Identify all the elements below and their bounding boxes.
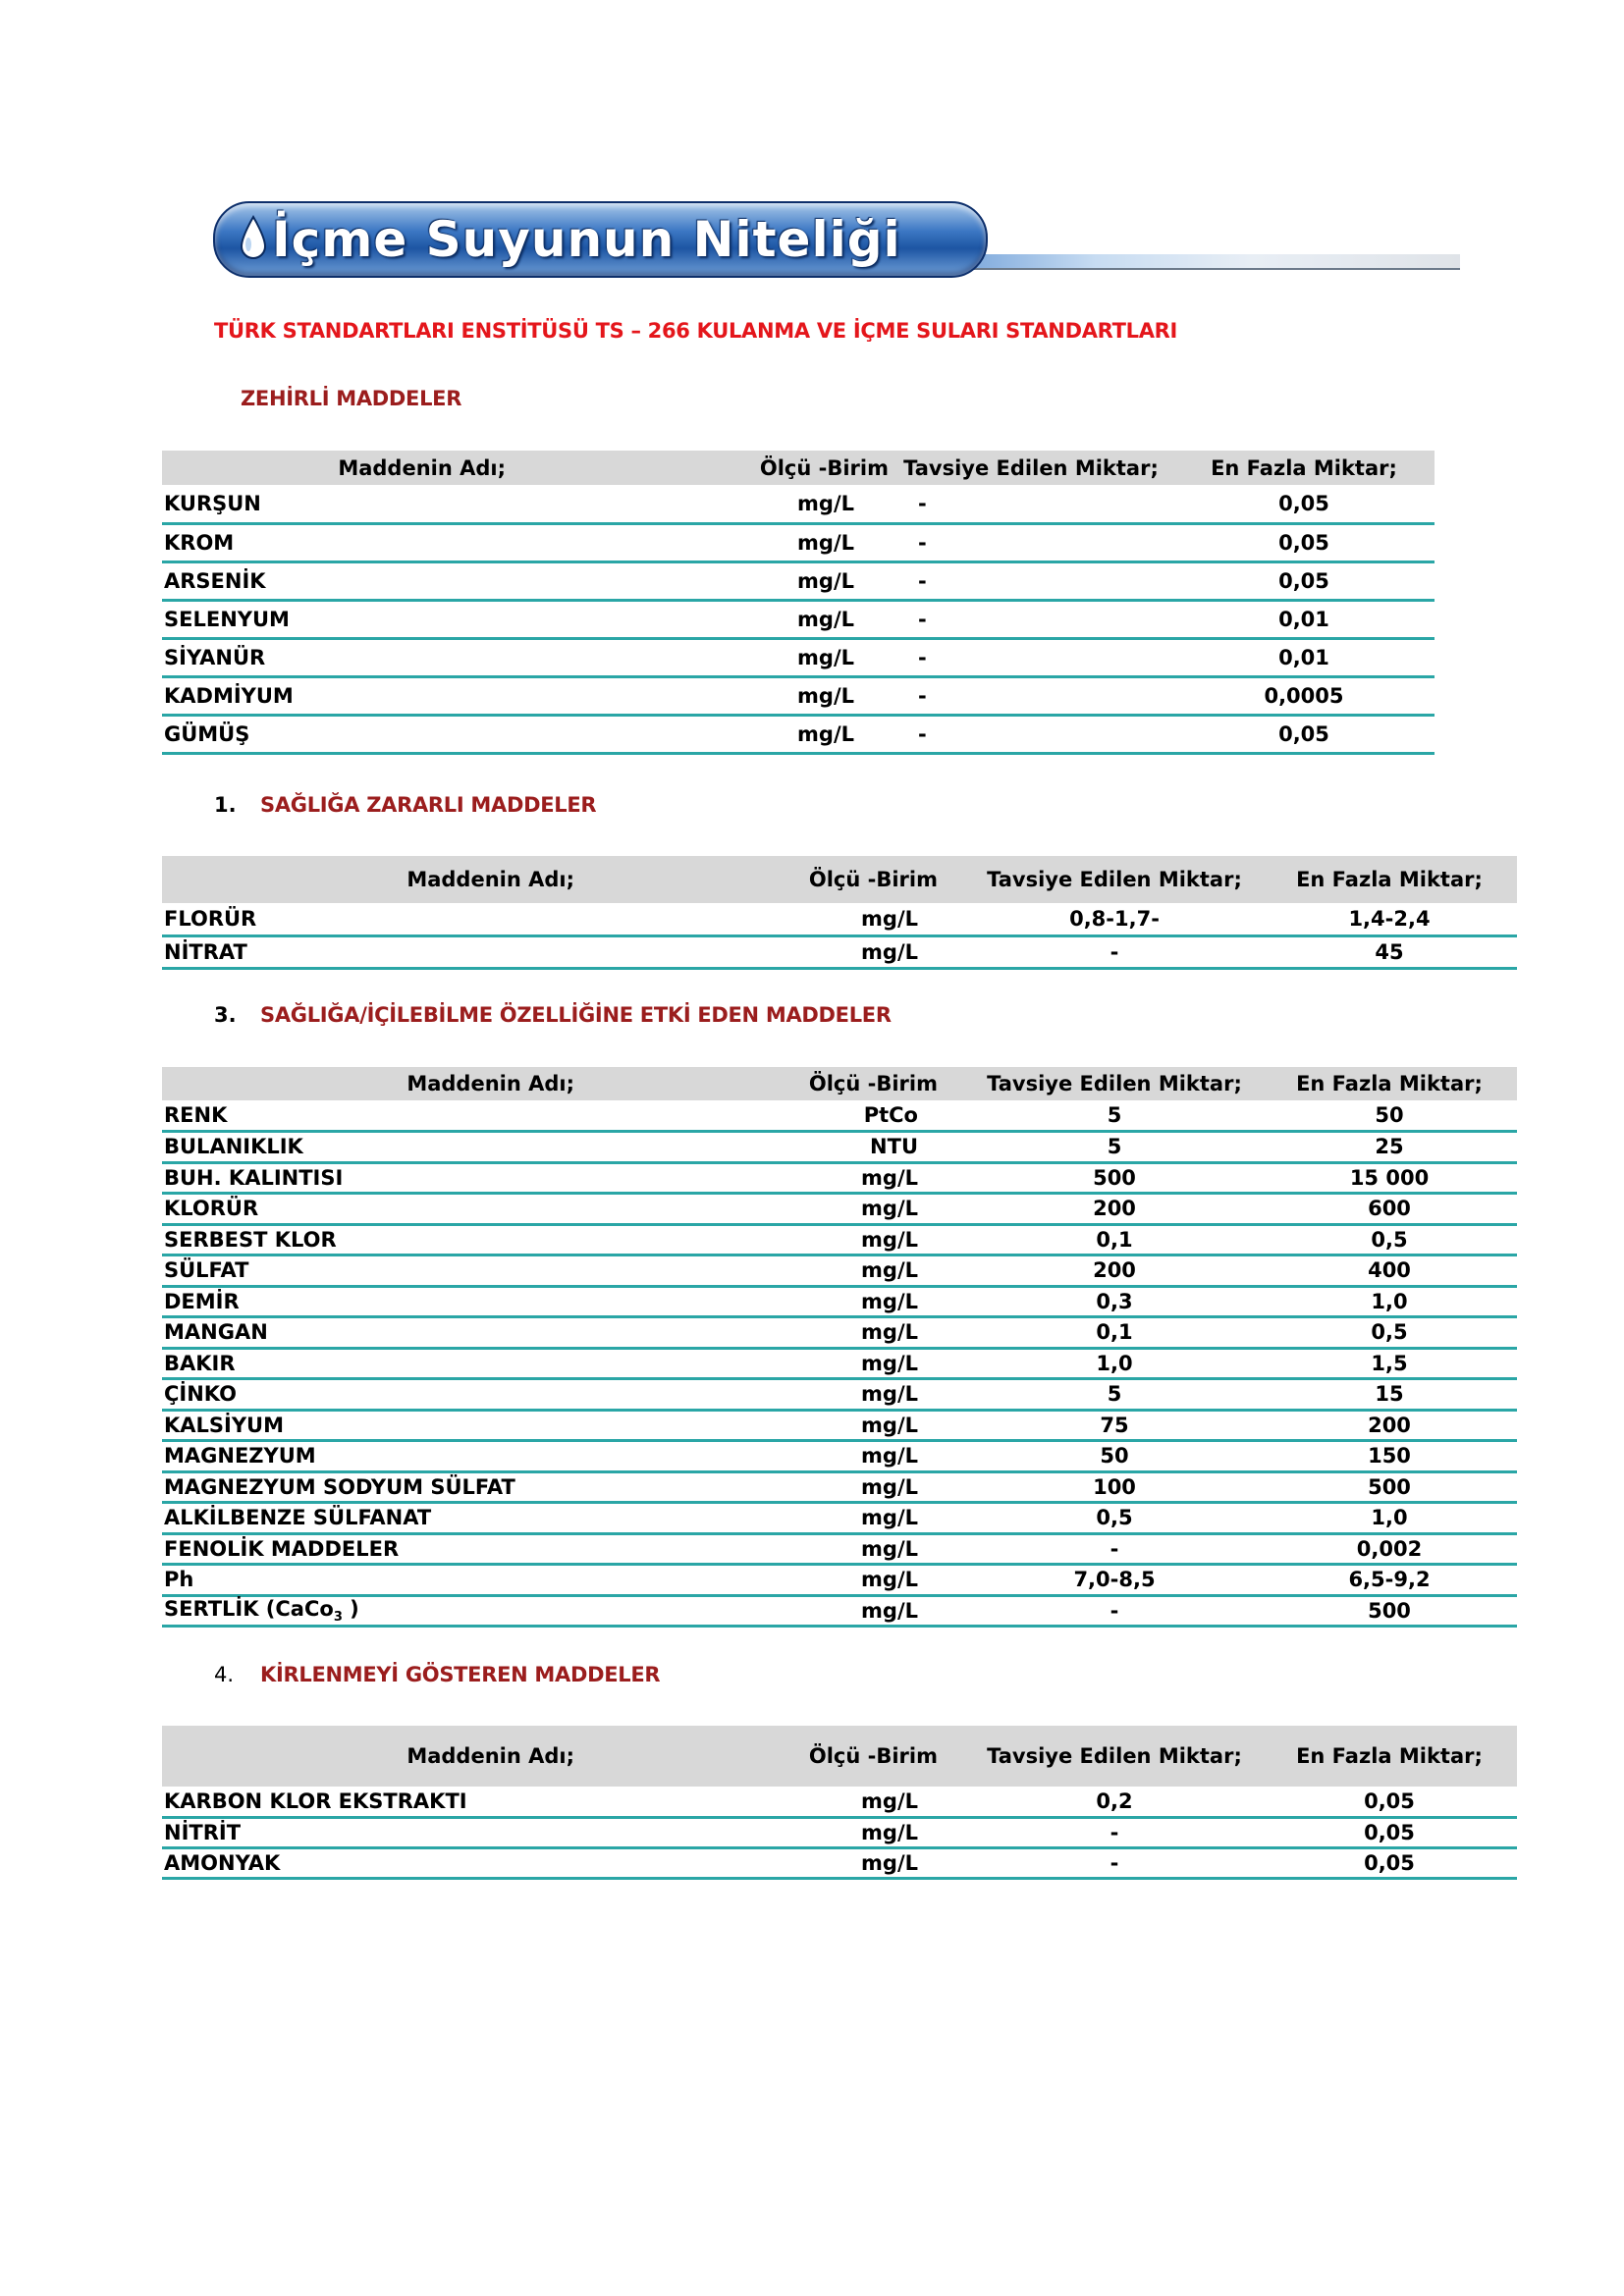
cell-unit: mg/L <box>861 1568 918 1592</box>
header-name: Maddenin Adı; <box>162 451 555 485</box>
cell-max: 1,5 <box>1371 1351 1408 1375</box>
cell-unit: mg/L <box>861 1598 918 1623</box>
cell-name: RENK <box>164 1103 228 1127</box>
section-number: 4. <box>214 1663 235 1686</box>
cell-recommended: - <box>1110 939 1119 964</box>
cell-max: 0,01 <box>1278 607 1329 631</box>
table-row <box>162 1471 1517 1503</box>
table-row <box>162 935 1517 968</box>
cell-recommended: 5 <box>1107 1382 1122 1407</box>
cell-name: GÜMÜŞ <box>164 721 250 746</box>
cell-max: 15 <box>1375 1382 1404 1407</box>
banner <box>213 201 1460 280</box>
table-row <box>162 600 1435 638</box>
table-row <box>162 1379 1517 1411</box>
table-row <box>162 1348 1517 1379</box>
header-unit: Ölçü -Birim <box>643 1726 967 1787</box>
table-row <box>162 903 1517 935</box>
cell-recommended: 0,1 <box>1096 1227 1133 1252</box>
cell-max: 15 000 <box>1349 1165 1430 1190</box>
table-row <box>162 638 1435 676</box>
cell-unit: mg/L <box>861 1789 918 1813</box>
cell-unit: mg/L <box>861 1850 918 1875</box>
cell-recommended: - <box>918 607 927 631</box>
table-row <box>162 1286 1517 1317</box>
cell-max: 1,4-2,4 <box>1348 906 1431 931</box>
cell-recommended: 50 <box>1100 1444 1129 1468</box>
section-number: 1. <box>214 793 237 817</box>
section-number: 3. <box>214 1003 237 1027</box>
cell-unit: mg/L <box>861 1320 918 1345</box>
cell-recommended: 1,0 <box>1096 1351 1133 1375</box>
cell-name: AMONYAK <box>164 1850 281 1875</box>
section-title: SAĞLIĞA/İÇİLEBİLME ÖZELLİĞİNE ETKİ EDEN MADDELER <box>260 1003 892 1027</box>
table-row <box>162 1817 1517 1847</box>
cell-recommended: 0,3 <box>1096 1289 1133 1313</box>
header-max: En Fazla Miktar; <box>1262 1726 1517 1787</box>
cell-name: FENOLİK MADDELER <box>164 1536 400 1561</box>
cell-recommended: - <box>1110 1820 1119 1844</box>
table-row <box>162 1595 1517 1627</box>
cell-unit: mg/L <box>797 491 854 515</box>
cell-name: KARBON KLOR EKSTRAKTI <box>164 1789 467 1813</box>
section-title: SAĞLIĞA ZARARLI MADDELER <box>260 793 597 817</box>
cell-max: 1,0 <box>1371 1506 1408 1530</box>
cell-recommended: 0,5 <box>1096 1506 1133 1530</box>
cell-name: Ph <box>164 1568 194 1592</box>
table-row <box>162 1410 1517 1441</box>
cell-unit: mg/L <box>861 1258 918 1283</box>
header-max: En Fazla Miktar; <box>1173 451 1435 485</box>
cell-recommended: 0,2 <box>1096 1789 1133 1813</box>
cell-recommended: 0,8-1,7- <box>1069 906 1160 931</box>
table-harmful <box>162 856 1517 970</box>
cell-max: 6,5-9,2 <box>1348 1568 1431 1592</box>
cell-unit: mg/L <box>861 1474 918 1499</box>
cell-name: BUH. KALINTISI <box>164 1165 344 1190</box>
cell-name: KROM <box>164 530 235 555</box>
cell-name-end: ) <box>342 1596 359 1621</box>
table-row <box>162 485 1435 523</box>
cell-unit: mg/L <box>861 939 918 964</box>
cell-unit: NTU <box>870 1135 918 1159</box>
cell-unit: mg/L <box>797 683 854 708</box>
cell-max: 200 <box>1368 1413 1411 1437</box>
cell-name: KURŞUN <box>164 491 261 515</box>
cell-max: 0,0005 <box>1264 683 1344 708</box>
cell-name: NİTRAT <box>164 939 247 964</box>
table-row <box>162 1224 1517 1255</box>
cell-recommended: - <box>918 530 927 555</box>
cell-name: NİTRİT <box>164 1820 242 1844</box>
table-pollution <box>162 1726 1517 1880</box>
table-row <box>162 1317 1517 1349</box>
cell-unit: mg/L <box>797 568 854 593</box>
header-unit: Ölçü -Birim <box>643 856 967 903</box>
table-row <box>162 1533 1517 1565</box>
header-unit: Ölçü -Birim <box>555 451 889 485</box>
cell-name: KADMİYUM <box>164 683 294 708</box>
table-row <box>162 1194 1517 1225</box>
banner-rule <box>940 254 1460 270</box>
cell-recommended: 7,0-8,5 <box>1073 1568 1156 1592</box>
cell-name: SERBEST KLOR <box>164 1227 337 1252</box>
table-row <box>162 1255 1517 1287</box>
cell-recommended: 5 <box>1107 1135 1122 1159</box>
cell-max: 500 <box>1368 1474 1411 1499</box>
section-title: KİRLENMEYİ GÖSTEREN MADDELER <box>260 1663 661 1686</box>
cell-unit: mg/L <box>861 1165 918 1190</box>
banner-title: İçme Suyunun Niteliği <box>272 211 901 268</box>
cell-unit: mg/L <box>861 1227 918 1252</box>
cell-max: 45 <box>1375 939 1404 964</box>
cell-name: KLORÜR <box>164 1197 259 1221</box>
cell-name: ÇİNKO <box>164 1382 237 1407</box>
cell-unit: mg/L <box>861 906 918 931</box>
cell-max: 0,05 <box>1278 568 1329 593</box>
cell-recommended: 0,1 <box>1096 1320 1133 1345</box>
cell-max: 0,5 <box>1371 1320 1408 1345</box>
cell-unit: mg/L <box>861 1413 918 1437</box>
cell-unit: mg/L <box>797 607 854 631</box>
cell-unit: mg/L <box>861 1506 918 1530</box>
cell-max: 500 <box>1368 1598 1411 1623</box>
table-row <box>162 1441 1517 1472</box>
cell-max: 0,05 <box>1364 1850 1415 1875</box>
cell-max: 0,002 <box>1356 1536 1423 1561</box>
cell-recommended: 75 <box>1100 1413 1129 1437</box>
cell-unit: mg/L <box>797 721 854 746</box>
cell-max: 150 <box>1368 1444 1411 1468</box>
cell-name <box>162 1595 643 1627</box>
cell-recommended: 100 <box>1093 1474 1136 1499</box>
cell-max: 0,05 <box>1278 491 1329 515</box>
table-row <box>162 1162 1517 1194</box>
cell-max: 600 <box>1368 1197 1411 1221</box>
cell-max: 0,05 <box>1278 530 1329 555</box>
cell-max: 25 <box>1375 1135 1404 1159</box>
cell-name: SELENYUM <box>164 607 290 631</box>
cell-recommended: - <box>918 645 927 669</box>
table-row <box>162 1565 1517 1596</box>
cell-unit: PtCo <box>863 1103 918 1127</box>
section-title: ZEHİRLİ MADDELER <box>241 387 462 410</box>
cell-max: 50 <box>1375 1103 1404 1127</box>
cell-unit: mg/L <box>861 1197 918 1221</box>
cell-name: BULANIKLIK <box>164 1135 303 1159</box>
cell-recommended: - <box>1110 1850 1119 1875</box>
header-name: Maddenin Adı; <box>162 1726 643 1787</box>
banner-pill <box>213 201 988 278</box>
cell-max: 400 <box>1368 1258 1411 1283</box>
table-row <box>162 676 1435 715</box>
cell-unit: mg/L <box>797 530 854 555</box>
header-name: Maddenin Adı; <box>162 856 643 903</box>
table-header-row <box>162 451 1435 485</box>
cell-recommended: 500 <box>1093 1165 1136 1190</box>
header-recommended: Tavsiye Edilen Miktar; <box>889 451 1173 485</box>
table-row <box>162 715 1435 753</box>
cell-max: 0,05 <box>1278 721 1329 746</box>
cell-name-text: SERTLİK (CaCo <box>164 1596 334 1621</box>
cell-name: FLORÜR <box>164 906 257 931</box>
cell-max: 0,5 <box>1371 1227 1408 1252</box>
table-toxic <box>162 451 1435 755</box>
cell-name: MAGNEZYUM SODYUM SÜLFAT <box>164 1474 515 1499</box>
table-row <box>162 1132 1517 1163</box>
header-recommended: Tavsiye Edilen Miktar; <box>967 856 1262 903</box>
document-title: TÜRK STANDARTLARI ENSTİTÜSÜ TS – 266 KULANMA VE İÇME SULARI STANDARTLARI <box>214 319 1178 343</box>
table-potability <box>162 1067 1517 1628</box>
table-row <box>162 1503 1517 1534</box>
cell-max: 0,05 <box>1364 1820 1415 1844</box>
cell-name: KALSİYUM <box>164 1413 285 1437</box>
cell-name: BAKIR <box>164 1351 236 1375</box>
cell-max: 0,05 <box>1364 1789 1415 1813</box>
header-recommended: Tavsiye Edilen Miktar; <box>967 1726 1262 1787</box>
table-header-row <box>162 856 1517 903</box>
cell-name: ALKİLBENZE SÜLFANAT <box>164 1506 432 1530</box>
cell-unit: mg/L <box>861 1820 918 1844</box>
cell-recommended: - <box>918 721 927 746</box>
cell-recommended: - <box>918 568 927 593</box>
cell-name-subscript: 3 <box>333 1609 343 1625</box>
table-row <box>162 1847 1517 1878</box>
header-max: En Fazla Miktar; <box>1262 1067 1517 1100</box>
cell-recommended: 200 <box>1093 1197 1136 1221</box>
cell-name: ARSENİK <box>164 568 266 593</box>
cell-name: MANGAN <box>164 1320 268 1345</box>
table-header-row <box>162 1067 1517 1100</box>
cell-name: DEMİR <box>164 1289 240 1313</box>
cell-recommended: - <box>1110 1598 1119 1623</box>
cell-name: SİYANÜR <box>164 645 266 669</box>
cell-max: 1,0 <box>1371 1289 1408 1313</box>
cell-name: SÜLFAT <box>164 1258 249 1283</box>
cell-unit: mg/L <box>861 1536 918 1561</box>
water-drop-icon <box>239 215 268 262</box>
cell-recommended: - <box>1110 1536 1119 1561</box>
cell-unit: mg/L <box>861 1351 918 1375</box>
header-recommended: Tavsiye Edilen Miktar; <box>967 1067 1262 1100</box>
header-name: Maddenin Adı; <box>162 1067 643 1100</box>
cell-name: MAGNEZYUM <box>164 1444 316 1468</box>
cell-unit: mg/L <box>861 1289 918 1313</box>
table-row <box>162 1787 1517 1817</box>
table-header-row <box>162 1726 1517 1787</box>
cell-recommended: - <box>918 683 927 708</box>
cell-max: 0,01 <box>1278 645 1329 669</box>
cell-unit: mg/L <box>797 645 854 669</box>
cell-unit: mg/L <box>861 1382 918 1407</box>
cell-recommended: 5 <box>1107 1103 1122 1127</box>
cell-recommended: - <box>918 491 927 515</box>
header-unit: Ölçü -Birim <box>643 1067 967 1100</box>
table-row <box>162 1100 1517 1132</box>
header-max: En Fazla Miktar; <box>1262 856 1517 903</box>
cell-unit: mg/L <box>861 1444 918 1468</box>
table-row <box>162 561 1435 600</box>
table-row <box>162 523 1435 561</box>
cell-recommended: 200 <box>1093 1258 1136 1283</box>
